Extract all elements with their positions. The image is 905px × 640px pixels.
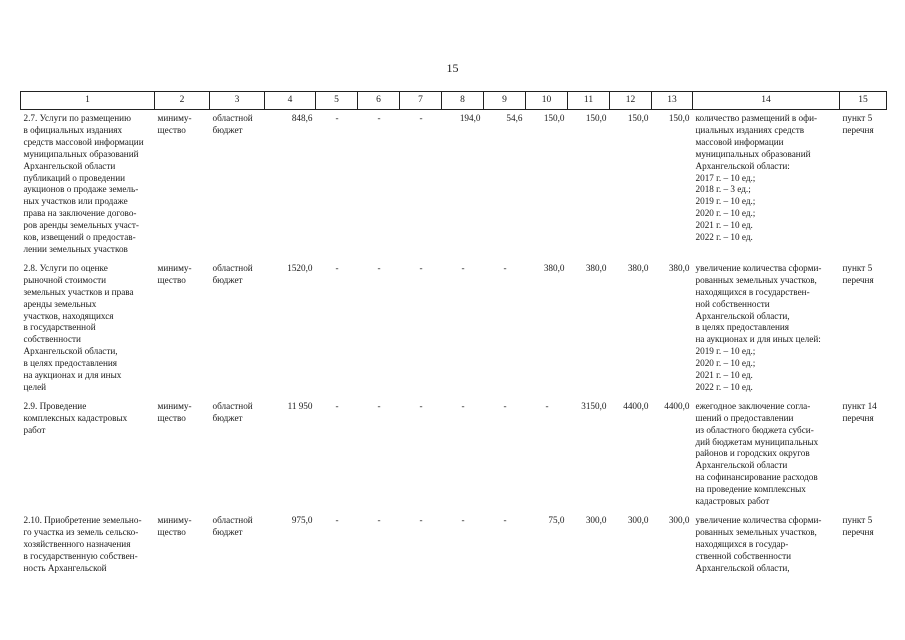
column-header: 10 — [526, 92, 568, 110]
result-cell: количество размещений в офи- циальных изданиях средств массовой информации муниципальных образований Архангельской области: 2017 г. – 10 ед.; 2018 г. – 3 ед.; 2019 г. – 10 ед.; 2020 г. – 10 ед.; 2021 г. – 10 ед. 2022 г. – 10 ед. — [695, 113, 818, 243]
year-value-cell: - — [503, 515, 507, 525]
executor-cell: миниму- щество — [157, 113, 192, 135]
executor-cell: миниму- щество — [157, 262, 192, 285]
year-value-cell: - — [335, 262, 339, 273]
year-value-cell: 300,0 — [585, 515, 607, 525]
year-value-cell: - — [335, 113, 339, 123]
year-value-cell: 380,0 — [668, 262, 690, 273]
year-value-cell: - — [335, 400, 339, 411]
column-header: 11 — [568, 92, 610, 110]
year-value-cell: - — [461, 262, 465, 273]
total-cell: 848,6 — [291, 113, 313, 123]
reference-cell: пункт 14 перечня — [842, 400, 877, 423]
column-header: 15 — [840, 92, 887, 110]
column-header: 9 — [484, 92, 526, 110]
activity-name-cell: 2.8. Услуги по оценке рыночной стоимости земельных участков и права аренды земельных участков, находящихся в государственной собственности Архангельской области, в целях предоставления на аукционах и для иных целей — [23, 262, 134, 392]
column-header: 14 — [693, 92, 840, 110]
executor-cell: миниму- щество — [157, 400, 192, 423]
column-header: 4 — [265, 92, 316, 110]
year-value-cell: - — [377, 400, 381, 411]
year-value-cell: - — [461, 515, 465, 525]
column-header: 8 — [442, 92, 484, 110]
column-header: 3 — [210, 92, 265, 110]
column-header: 1 — [21, 92, 155, 110]
year-value-cell: 380,0 — [627, 262, 649, 273]
table-row — [21, 260, 887, 398]
funding-source-cell: областной бюджет — [212, 400, 253, 423]
funding-source-cell: областной бюджет — [212, 113, 253, 135]
year-value-cell: 4400,0 — [664, 400, 690, 411]
year-value-cell: 300,0 — [668, 515, 690, 525]
table-row — [21, 398, 887, 512]
total-cell: 975,0 — [291, 515, 313, 525]
column-header: 6 — [358, 92, 400, 110]
year-value-cell: - — [377, 113, 381, 123]
year-value-cell: 194,0 — [459, 113, 481, 123]
year-value-cell: - — [377, 262, 381, 273]
year-value-cell: - — [419, 515, 423, 525]
activity-name-cell: 2.7. Услуги по размещению в официальных изданиях средств массовой информации муниципальных образований Архангельской области публикаций о проведении аукционов о продаже земель- ных участков или продаже права на заключение догово- ров аренды земельных участ- ков, извещений о предостав- лении земельных участков — [23, 113, 144, 254]
year-value-cell: 4400,0 — [623, 400, 649, 411]
year-value-cell: - — [419, 400, 423, 411]
table-row — [21, 512, 887, 579]
column-header: 12 — [610, 92, 652, 110]
reference-cell: пункт 5 перечня — [842, 262, 874, 285]
year-value-cell: - — [419, 113, 423, 123]
reference-cell: пункт 5 перечня — [842, 113, 874, 135]
total-cell: 1520,0 — [287, 262, 313, 273]
year-value-cell: 300,0 — [627, 515, 649, 525]
column-header: 13 — [652, 92, 693, 110]
year-value-cell: - — [335, 515, 339, 525]
header-row — [21, 92, 887, 110]
funding-source-cell: областной бюджет — [212, 262, 253, 285]
year-value-cell: 54,6 — [506, 113, 523, 123]
year-value-cell: - — [461, 400, 465, 411]
funding-source-cell: областной бюджет — [212, 515, 253, 537]
year-value-cell: - — [503, 262, 507, 273]
activity-name-cell: 2.9. Проведение комплексных кадастровых работ — [23, 400, 128, 435]
year-value-cell: 380,0 — [585, 262, 607, 273]
executor-cell: миниму- щество — [157, 515, 192, 537]
year-value-cell: - — [545, 400, 549, 411]
year-value-cell: 3150,0 — [581, 400, 607, 411]
activity-name-cell: 2.10. Приобретение земельно- го участка из земель сельско- хозяйственного назначения в государственную собствен- ность Архангельской — [23, 515, 142, 573]
year-value-cell: 150,0 — [543, 113, 565, 123]
year-value-cell: - — [503, 400, 507, 411]
program-table — [20, 91, 887, 579]
reference-cell: пункт 5 перечня — [842, 515, 874, 537]
result-cell: увеличение количества сформи- рованных земельных участков, находящихся в государ- ственной собственности Архангельской области, — [695, 515, 822, 573]
column-header: 2 — [155, 92, 210, 110]
year-value-cell: 150,0 — [585, 113, 607, 123]
year-value-cell: 150,0 — [627, 113, 649, 123]
page-number: 15 — [446, 61, 459, 75]
year-value-cell: 150,0 — [668, 113, 690, 123]
total-cell: 11 950 — [287, 400, 313, 411]
column-header: 5 — [316, 92, 358, 110]
year-value-cell: 380,0 — [543, 262, 565, 273]
year-value-cell: - — [377, 515, 381, 525]
result-cell: ежегодное заключение согла- шений о предоставлении из областного бюджета субси- дий бюджетам муниципальных районов и городских округов Архангельской области на софинансирование расходов на проведение комплексных кадастровых работ — [695, 400, 819, 507]
table-row — [21, 110, 887, 260]
year-value-cell: 75,0 — [548, 515, 565, 525]
column-header: 7 — [400, 92, 442, 110]
year-value-cell: - — [419, 262, 423, 273]
result-cell: увеличение количества сформи- рованных земельных участков, находящихся в государствен- ной собственности Архангельской области, в целях предоставления на аукционах и для иных целей: 2019 г. – 10 ед.; 2020 г. – 10 ед.; 2021 г. – 10 ед. 2022 г. – 10 ед. — [695, 262, 822, 392]
